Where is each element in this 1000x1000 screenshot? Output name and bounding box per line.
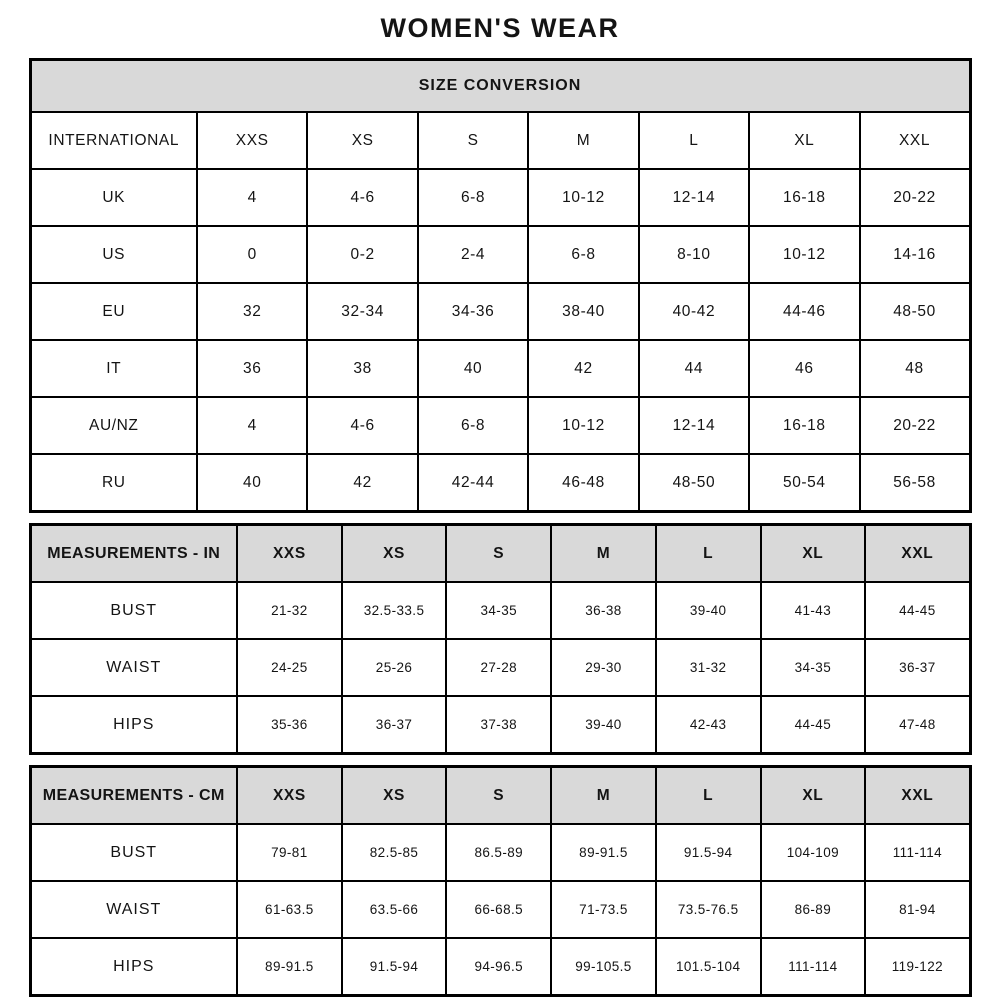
measurement-value: 39-40 xyxy=(656,582,761,639)
measurement-value: 104-109 xyxy=(761,824,866,881)
table-row xyxy=(30,340,970,397)
measurement-value: 34-35 xyxy=(761,639,866,696)
measurement-value: 63.5-66 xyxy=(342,881,447,938)
column-header-size: S xyxy=(446,767,551,825)
measurements-in-table xyxy=(29,523,972,755)
measurement-value: 21-32 xyxy=(237,582,342,639)
size-value: 44 xyxy=(639,340,749,397)
measurement-value: 101.5-104 xyxy=(656,938,761,996)
column-header-size: S xyxy=(418,112,528,169)
measurement-value: 61-63.5 xyxy=(237,881,342,938)
measurement-value: 44-45 xyxy=(865,582,970,639)
column-header-size: M xyxy=(551,767,656,825)
measurements-cm-title: MEASUREMENTS - CM xyxy=(30,767,237,825)
table-row xyxy=(30,112,970,169)
table-row xyxy=(30,454,970,512)
measurement-value: 47-48 xyxy=(865,696,970,754)
measurement-value: 39-40 xyxy=(551,696,656,754)
size-value: 12-14 xyxy=(639,169,749,226)
size-value: 6-8 xyxy=(418,397,528,454)
measurement-value: 119-122 xyxy=(865,938,970,996)
size-value: 4 xyxy=(197,169,307,226)
measurement-value: 86.5-89 xyxy=(446,824,551,881)
size-value: 42 xyxy=(307,454,417,512)
measurement-value: 32.5-33.5 xyxy=(342,582,447,639)
table-row xyxy=(30,60,970,113)
size-value: 48-50 xyxy=(860,283,970,340)
row-label-us: US xyxy=(30,226,197,283)
column-header-size: XXL xyxy=(860,112,970,169)
size-value: 16-18 xyxy=(749,169,859,226)
table-row xyxy=(30,938,970,996)
measurement-value: 44-45 xyxy=(761,696,866,754)
row-label-waist: WAIST xyxy=(30,881,237,938)
measurement-value: 94-96.5 xyxy=(446,938,551,996)
column-header-size: XS xyxy=(342,525,447,583)
measurement-value: 36-38 xyxy=(551,582,656,639)
size-value: 42 xyxy=(528,340,638,397)
measurement-value: 111-114 xyxy=(865,824,970,881)
measurements-in-title: MEASUREMENTS - IN xyxy=(30,525,237,583)
size-value: 40 xyxy=(418,340,528,397)
column-header-size: M xyxy=(528,112,638,169)
size-value: 20-22 xyxy=(860,397,970,454)
table-row xyxy=(30,824,970,881)
row-label-eu: EU xyxy=(30,283,197,340)
column-header-size: XS xyxy=(342,767,447,825)
row-label-hips: HIPS xyxy=(30,696,237,754)
column-header-size: XL xyxy=(749,112,859,169)
size-value: 10-12 xyxy=(528,397,638,454)
size-value: 0 xyxy=(197,226,307,283)
measurement-value: 89-91.5 xyxy=(551,824,656,881)
size-value: 16-18 xyxy=(749,397,859,454)
size-value: 42-44 xyxy=(418,454,528,512)
size-value: 14-16 xyxy=(860,226,970,283)
row-label-uk: UK xyxy=(30,169,197,226)
measurement-value: 73.5-76.5 xyxy=(656,881,761,938)
measurement-value: 29-30 xyxy=(551,639,656,696)
size-value: 38 xyxy=(307,340,417,397)
row-label-hips: HIPS xyxy=(30,938,237,996)
column-header-size: XXS xyxy=(237,767,342,825)
measurement-value: 79-81 xyxy=(237,824,342,881)
row-label-bust: BUST xyxy=(30,824,237,881)
page-title: WOMEN'S WEAR xyxy=(380,13,620,43)
measurement-value: 31-32 xyxy=(656,639,761,696)
table-row xyxy=(30,226,970,283)
column-header-size: M xyxy=(551,525,656,583)
table-row xyxy=(30,639,970,696)
measurements-cm-table xyxy=(29,765,972,997)
size-value: 6-8 xyxy=(418,169,528,226)
size-value: 48-50 xyxy=(639,454,749,512)
measurement-value: 37-38 xyxy=(446,696,551,754)
column-header-size: XXS xyxy=(197,112,307,169)
measurement-value: 81-94 xyxy=(865,881,970,938)
column-header-size: L xyxy=(656,525,761,583)
row-label-it: IT xyxy=(30,340,197,397)
measurement-value: 82.5-85 xyxy=(342,824,447,881)
measurement-value: 25-26 xyxy=(342,639,447,696)
table-row xyxy=(30,582,970,639)
column-header-size: S xyxy=(446,525,551,583)
measurement-value: 71-73.5 xyxy=(551,881,656,938)
column-header-size: XL xyxy=(761,525,866,583)
size-value: 4-6 xyxy=(307,397,417,454)
size-value: 36 xyxy=(197,340,307,397)
size-value: 0-2 xyxy=(307,226,417,283)
table-row xyxy=(30,696,970,754)
column-header-size: XL xyxy=(761,767,866,825)
column-header-size: XXS xyxy=(237,525,342,583)
measurement-value: 36-37 xyxy=(342,696,447,754)
measurement-value: 89-91.5 xyxy=(237,938,342,996)
measurement-value: 111-114 xyxy=(761,938,866,996)
size-value: 38-40 xyxy=(528,283,638,340)
size-value: 4 xyxy=(197,397,307,454)
size-value: 32 xyxy=(197,283,307,340)
size-value: 4-6 xyxy=(307,169,417,226)
column-header-international: INTERNATIONAL xyxy=(30,112,197,169)
measurement-value: 36-37 xyxy=(865,639,970,696)
measurement-value: 91.5-94 xyxy=(342,938,447,996)
size-value: 56-58 xyxy=(860,454,970,512)
measurement-value: 41-43 xyxy=(761,582,866,639)
measurement-value: 34-35 xyxy=(446,582,551,639)
size-value: 34-36 xyxy=(418,283,528,340)
measurement-value: 42-43 xyxy=(656,696,761,754)
size-value: 40 xyxy=(197,454,307,512)
measurement-value: 66-68.5 xyxy=(446,881,551,938)
row-label-aunz: AU/NZ xyxy=(30,397,197,454)
size-value: 50-54 xyxy=(749,454,859,512)
size-value: 10-12 xyxy=(749,226,859,283)
measurement-value: 86-89 xyxy=(761,881,866,938)
table-row xyxy=(30,525,970,583)
table-row xyxy=(30,881,970,938)
size-value: 6-8 xyxy=(528,226,638,283)
table-row xyxy=(30,767,970,825)
size-value: 10-12 xyxy=(528,169,638,226)
table-row xyxy=(30,169,970,226)
measurement-value: 91.5-94 xyxy=(656,824,761,881)
size-value: 46 xyxy=(749,340,859,397)
table-row xyxy=(30,397,970,454)
column-header-size: L xyxy=(639,112,749,169)
table-row xyxy=(30,283,970,340)
measurement-value: 27-28 xyxy=(446,639,551,696)
measurement-value: 24-25 xyxy=(237,639,342,696)
row-label-waist: WAIST xyxy=(30,639,237,696)
size-value: 46-48 xyxy=(528,454,638,512)
size-conversion-table xyxy=(29,58,972,513)
size-value: 44-46 xyxy=(749,283,859,340)
measurement-value: 35-36 xyxy=(237,696,342,754)
column-header-size: XXL xyxy=(865,767,970,825)
column-header-size: XXL xyxy=(865,525,970,583)
size-value: 40-42 xyxy=(639,283,749,340)
size-value: 12-14 xyxy=(639,397,749,454)
column-header-size: L xyxy=(656,767,761,825)
size-value: 2-4 xyxy=(418,226,528,283)
size-conversion-title: SIZE CONVERSION xyxy=(30,60,970,113)
row-label-bust: BUST xyxy=(30,582,237,639)
column-header-size: XS xyxy=(307,112,417,169)
size-value: 20-22 xyxy=(860,169,970,226)
size-value: 32-34 xyxy=(307,283,417,340)
measurement-value: 99-105.5 xyxy=(551,938,656,996)
size-value: 8-10 xyxy=(639,226,749,283)
row-label-ru: RU xyxy=(30,454,197,512)
size-value: 48 xyxy=(860,340,970,397)
